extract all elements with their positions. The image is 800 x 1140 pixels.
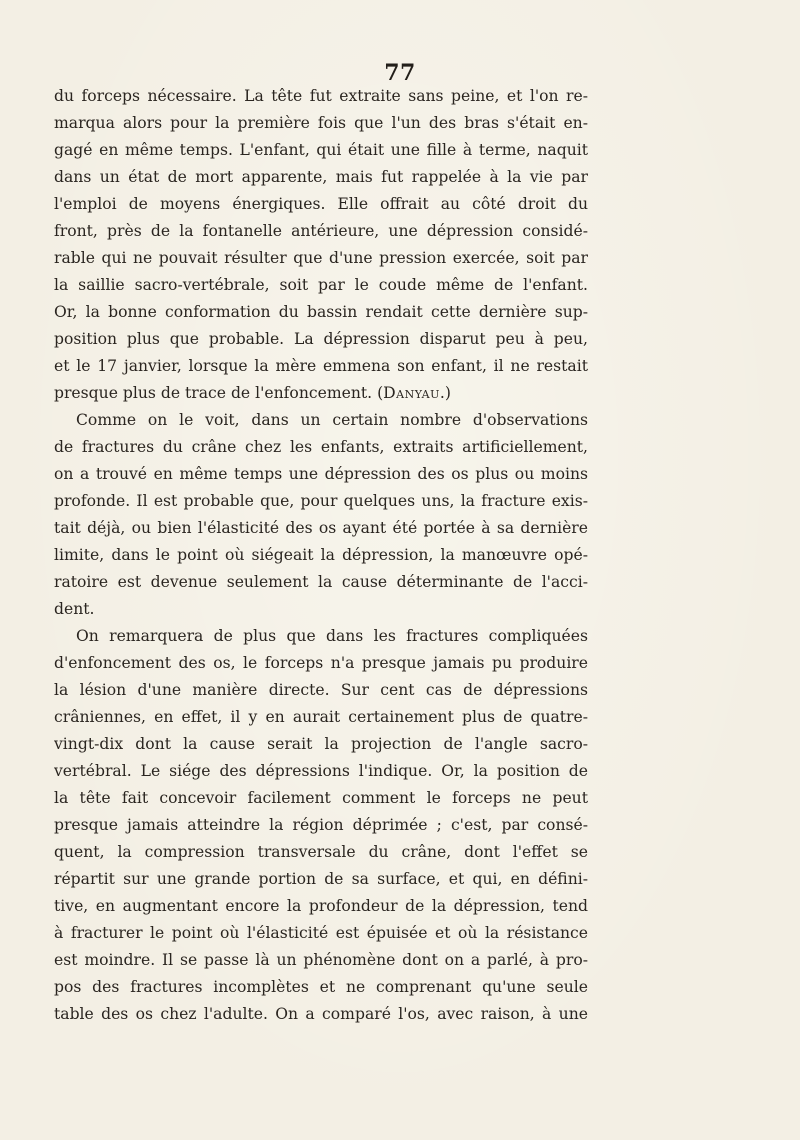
text-line: profonde. Il est probable que, pour quelques uns, la fracture exis- xyxy=(54,492,588,510)
text-line: front, près de la fontanelle antérieure, une dépression considé- xyxy=(54,222,588,240)
text-line: la tête fait concevoir facilement comment le forceps ne peut xyxy=(54,789,588,807)
text-line: tive, en augmentant encore la profondeur de la dépression, tend xyxy=(54,897,588,915)
citation-author: Danyau xyxy=(383,384,440,402)
text-line: Or, la bonne conformation du bassin rendait cette dernière sup- xyxy=(54,303,588,321)
text-line: à fracturer le point où l'élasticité est épuisée et où la résistance xyxy=(54,924,588,942)
text-line: est moindre. Il se passe là un phénomène dont on a parlé, à pro- xyxy=(54,951,588,969)
text-line: marqua alors pour la première fois que l'un des bras s'était en- xyxy=(54,114,588,132)
text-line: de fractures du crâne chez les enfants, extraits artificiellement, xyxy=(54,438,588,456)
text-fragment: .) xyxy=(439,384,451,402)
text-line: pos des fractures incomplètes et ne comprenant qu'une seule xyxy=(54,978,588,996)
text-line: limite, dans le point où siégeait la dépression, la manœuvre opé- xyxy=(54,546,588,564)
text-line: crâniennes, en effet, il y en aurait certainement plus de quatre- xyxy=(54,708,588,726)
text-line-with-citation xyxy=(54,380,588,407)
text-line: dent. xyxy=(54,600,95,618)
paragraph-3 xyxy=(54,623,588,1028)
text-line: presque jamais atteindre la région déprimée ; c'est, par consé- xyxy=(54,816,588,834)
text-line: vertébral. Le siége des dépressions l'indique. Or, la position de xyxy=(54,762,588,780)
text-line: la lésion d'une manière directe. Sur cent cas de dépressions xyxy=(54,681,588,699)
page-number: 77 xyxy=(384,60,416,86)
text-line: la saillie sacro-vertébrale, soit par le coude même de l'enfant. xyxy=(54,276,588,294)
paragraph-1 xyxy=(54,83,588,407)
text-line: et le 17 janvier, lorsque la mère emmena son enfant, il ne restait xyxy=(54,357,588,375)
text-line: Comme on le voit, dans un certain nombre d'observations xyxy=(76,411,588,429)
text-line: l'emploi de moyens énergiques. Elle offrait au côté droit du xyxy=(54,195,588,213)
text-line: On remarquera de plus que dans les fractures compliquées xyxy=(76,627,588,645)
text-line: gagé en même temps. L'enfant, qui était une fille à terme, naquit xyxy=(54,141,588,159)
text-line: table des os chez l'adulte. On a comparé l'os, avec raison, à une xyxy=(54,1005,588,1023)
text-fragment: presque plus de trace de l'enfoncement. ( xyxy=(54,384,384,402)
text-line: d'enfoncement des os, le forceps n'a presque jamais pu produire xyxy=(54,654,588,672)
text-line: position plus que probable. La dépression disparut peu à peu, xyxy=(54,330,588,348)
text-line: quent, la compression transversale du crâne, dont l'effet se xyxy=(54,843,588,861)
text-line: on a trouvé en même temps une dépression des os plus ou moins xyxy=(54,465,588,483)
text-line: rable qui ne pouvait résulter que d'une pression exercée, soit par xyxy=(54,249,588,267)
text-line: répartit sur une grande portion de sa surface, et qui, en défini- xyxy=(54,870,588,888)
text-line: du forceps nécessaire. La tête fut extraite sans peine, et l'on re- xyxy=(54,87,588,105)
paragraph-2 xyxy=(54,407,588,623)
text-line: vingt-dix dont la cause serait la projection de l'angle sacro- xyxy=(54,735,588,753)
text-line: dans un état de mort apparente, mais fut rappelée à la vie par xyxy=(54,168,588,186)
text-line: tait déjà, ou bien l'élasticité des os ayant été portée à sa dernière xyxy=(54,519,588,537)
text-line: ratoire est devenue seulement la cause déterminante de l'acci- xyxy=(54,573,588,591)
